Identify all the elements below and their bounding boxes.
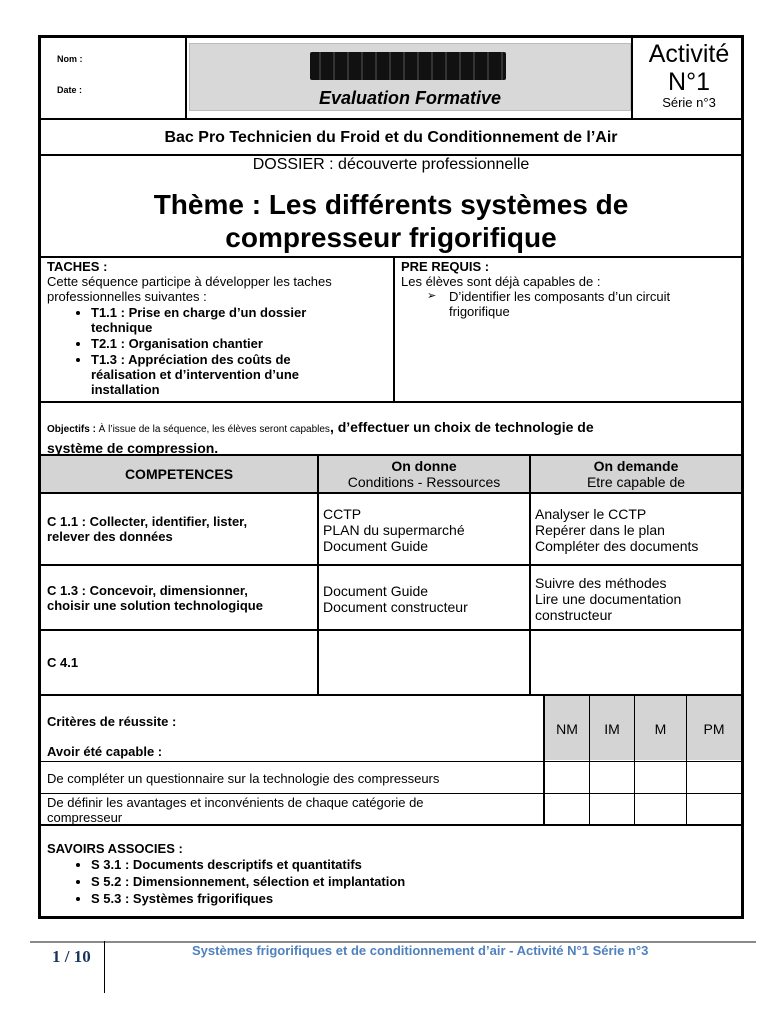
level-im: IM: [604, 721, 620, 737]
prerequis-intro: Les élèves sont déjà capables de :: [401, 274, 601, 289]
taches-section: [47, 259, 387, 397]
program-title: Bac Pro Technicien du Froid et du Conditionnement de l’Air: [164, 129, 618, 146]
taches-title: TACHES :: [47, 259, 108, 274]
level-m: M: [654, 721, 667, 737]
column-header: On demande: [593, 458, 679, 474]
objectifs-label: Objectifs :: [47, 424, 96, 435]
table-row: C 1.1 : Collecter, identifier, lister, relever des données: [47, 514, 248, 544]
divider: [41, 256, 741, 258]
divider: [529, 454, 531, 694]
column-header: COMPETENCES: [124, 466, 234, 482]
objectifs-section: [47, 418, 737, 458]
objectifs-emphasis: système de compression.: [47, 440, 219, 456]
page-number: 1 / 10: [52, 947, 91, 966]
list-item: • T2.1 : Organisation chantier: [91, 336, 387, 351]
taches-intro: professionnelles suivantes :: [47, 289, 207, 304]
list-item: • S 3.1 : Documents descriptifs et quantitatifs: [91, 857, 647, 872]
activity-number: N°1: [668, 68, 710, 96]
theme-title: Thème : Les différents systèmes de: [153, 189, 629, 220]
header-banner: [189, 43, 631, 111]
criteres-title: Critères de réussite :: [47, 714, 177, 729]
activity-label: Activité: [648, 40, 730, 68]
eval-title: Evaluation Formative: [318, 88, 502, 108]
divider: [317, 454, 319, 694]
document-frame: [38, 35, 744, 919]
criteria-row: De définir les avantages et inconvénients de chaque catégorie de compresseur: [47, 795, 424, 825]
objectifs-text: À l’issue de la séquence, les élèves seront capables: [95, 424, 330, 435]
objectifs-emphasis: , d’effectuer un choix de technologie de: [329, 419, 594, 435]
savoirs-section: [47, 841, 647, 906]
table-cell: Analyser le CCTP Repérer dans le plan Compléter des documents: [535, 506, 699, 554]
savoirs-title: SAVOIRS ASSOCIES :: [47, 841, 183, 856]
prerequis-section: [401, 259, 741, 319]
prerequis-title: PRE REQUIS :: [401, 259, 490, 274]
list-item: ➢ D’identifier les composants d’un circuit frigorifique: [449, 289, 741, 319]
divider: [41, 401, 741, 403]
serie-label: Série n°3: [662, 95, 716, 110]
date-label: Date :: [57, 85, 83, 95]
divider: [41, 629, 741, 631]
table-cell: Suivre des méthodes Lire une documentation constructeur: [535, 575, 682, 623]
theme-title: compresseur frigorifique: [225, 222, 557, 253]
divider: [41, 492, 741, 494]
divider: [41, 118, 741, 120]
nom-label: Nom :: [57, 54, 83, 64]
column-subheader: Conditions - Ressources: [347, 474, 501, 490]
footer-text: Systèmes frigorifiques et de conditionnement d’air - Activité N°1 Série n°3: [192, 943, 649, 958]
table-row: C 4.1: [47, 655, 79, 670]
divider: [41, 564, 741, 566]
list-item: • T1.1 : Prise en charge d’un dossier technique: [91, 305, 387, 335]
table-cell: CCTP PLAN du supermarché Document Guide: [323, 506, 465, 554]
divider: [393, 256, 395, 401]
dossier-label: DOSSIER : découverte professionnelle: [252, 156, 530, 173]
footer-divider: [104, 941, 105, 993]
column-header: On donne: [391, 458, 457, 474]
list-item: • S 5.3 : Systèmes frigorifiques: [91, 891, 647, 906]
criteres-subtitle: Avoir été capable :: [47, 744, 163, 759]
column-subheader: Etre capable de: [586, 474, 686, 490]
level-pm: PM: [703, 721, 725, 737]
taches-intro: Cette séquence participe à développer les taches: [47, 274, 332, 289]
table-cell: Document Guide Document constructeur: [323, 583, 468, 615]
list-item: • S 5.2 : Dimensionnement, sélection et implantation: [91, 874, 647, 889]
divider: [41, 824, 741, 826]
list-item: • T1.3 : Appréciation des coûts de réalisation et d’intervention d’une installation: [91, 352, 387, 397]
criteria-row: De compléter un questionnaire sur la technologie des compresseurs: [47, 771, 440, 786]
divider: [185, 38, 187, 118]
level-nm: NM: [556, 721, 578, 737]
redacted-stamp: [310, 52, 506, 80]
table-row: C 1.3 : Concevoir, dimensionner, choisir une solution technologique: [47, 583, 263, 613]
